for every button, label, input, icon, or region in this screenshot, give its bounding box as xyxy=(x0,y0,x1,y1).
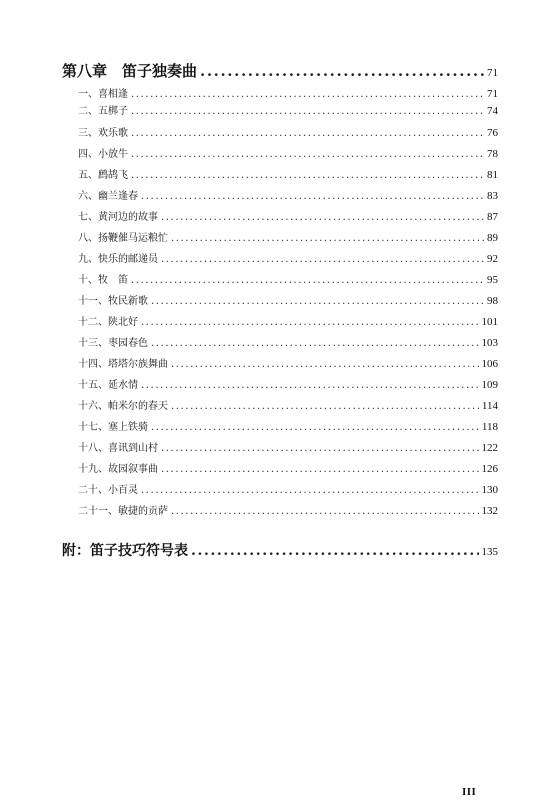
item-page: 130 xyxy=(481,484,498,496)
toc-item xyxy=(78,102,498,117)
item-title: 二十、小百灵 xyxy=(78,485,138,496)
toc-item xyxy=(78,229,498,244)
item-page: 83 xyxy=(487,190,498,202)
item-title: 一、喜相逢 xyxy=(78,89,128,100)
dot-leader xyxy=(161,443,479,454)
item-page: 101 xyxy=(481,316,498,328)
toc-item xyxy=(78,397,498,412)
dot-leader xyxy=(191,543,479,559)
page-number: III xyxy=(462,786,477,798)
dot-leader xyxy=(131,106,484,117)
toc-item xyxy=(78,355,498,370)
item-page: 74 xyxy=(487,105,498,117)
dot-leader xyxy=(161,254,484,265)
appendix-title: 附：笛子技巧符号表 xyxy=(62,543,188,559)
dot-leader xyxy=(131,89,484,100)
toc-item xyxy=(78,439,498,454)
toc-item xyxy=(78,208,498,223)
dot-leader xyxy=(141,191,484,202)
item-page: 95 xyxy=(487,274,498,286)
item-page: 87 xyxy=(487,211,498,223)
toc-item xyxy=(78,460,498,475)
item-title: 十七、塞上铁骑 xyxy=(78,422,148,433)
item-page: 98 xyxy=(487,295,498,307)
dot-leader xyxy=(161,212,484,223)
item-page: 126 xyxy=(481,463,498,475)
toc-item xyxy=(78,145,498,160)
dot-leader xyxy=(131,149,484,160)
item-title: 十一、牧民新歌 xyxy=(78,296,148,307)
item-title: 十八、喜讯到山村 xyxy=(78,443,158,454)
toc-item xyxy=(78,124,498,139)
dot-leader xyxy=(171,359,479,370)
item-page: 76 xyxy=(487,127,498,139)
toc-item xyxy=(78,502,498,517)
item-title: 二、五梆子 xyxy=(78,106,128,117)
item-title: 二十一、敏捷的贡萨 xyxy=(78,506,168,517)
dot-leader xyxy=(141,485,479,496)
item-page: 89 xyxy=(487,232,498,244)
dot-leader xyxy=(151,422,479,433)
item-title: 十二、陕北好 xyxy=(78,317,138,328)
item-page: 81 xyxy=(487,169,498,181)
item-page: 92 xyxy=(487,253,498,265)
item-title: 八、扬鞭催马运粮忙 xyxy=(78,233,168,244)
dot-leader xyxy=(171,233,484,244)
item-title: 十九、故园叙事曲 xyxy=(78,464,158,475)
toc-item xyxy=(78,166,498,181)
dot-leader xyxy=(200,62,484,80)
toc-item xyxy=(78,85,498,100)
toc-item xyxy=(78,187,498,202)
item-page: 78 xyxy=(487,148,498,160)
item-title: 十六、帕米尔的春天 xyxy=(78,401,168,412)
item-page: 103 xyxy=(481,337,498,349)
item-title: 十四、塔塔尔族舞曲 xyxy=(78,359,168,370)
toc-item xyxy=(78,271,498,286)
appendix-page: 135 xyxy=(481,546,498,558)
dot-leader xyxy=(141,317,479,328)
item-title: 九、快乐的邮递员 xyxy=(78,254,158,265)
dot-leader xyxy=(171,506,479,517)
item-page: 132 xyxy=(481,505,498,517)
dot-leader xyxy=(141,380,479,391)
item-title: 六、幽兰逢春 xyxy=(78,191,138,202)
item-title: 四、小放牛 xyxy=(78,149,128,160)
toc-item xyxy=(78,481,498,496)
chapter-page: 71 xyxy=(487,67,498,79)
toc-item xyxy=(78,418,498,433)
item-page: 118 xyxy=(481,421,498,433)
item-page: 122 xyxy=(481,442,498,454)
chapter-title: 第八章 笛子独奏曲 xyxy=(62,62,198,80)
item-page: 106 xyxy=(481,358,498,370)
item-title: 五、鹧鸪飞 xyxy=(78,170,128,181)
dot-leader xyxy=(151,338,479,349)
toc-item xyxy=(78,313,498,328)
dot-leader xyxy=(151,296,484,307)
item-page: 114 xyxy=(481,400,498,412)
dot-leader xyxy=(131,275,484,286)
item-title: 三、欢乐歌 xyxy=(78,128,128,139)
toc-item xyxy=(78,334,498,349)
item-title: 十三、枣园春色 xyxy=(78,338,148,349)
toc-item xyxy=(78,376,498,391)
item-page: 109 xyxy=(481,379,498,391)
dot-leader xyxy=(171,401,479,412)
dot-leader xyxy=(161,464,479,475)
item-title: 十五、延水情 xyxy=(78,380,138,391)
toc-item xyxy=(78,250,498,265)
dot-leader xyxy=(131,170,484,181)
item-title: 十、牧 笛 xyxy=(78,275,128,286)
dot-leader xyxy=(131,128,484,139)
item-page: 71 xyxy=(487,88,498,100)
toc-item xyxy=(78,292,498,307)
item-title: 七、黄河边的故事 xyxy=(78,212,158,223)
toc-appendix-row xyxy=(62,540,498,560)
toc-chapter-row xyxy=(62,60,498,81)
